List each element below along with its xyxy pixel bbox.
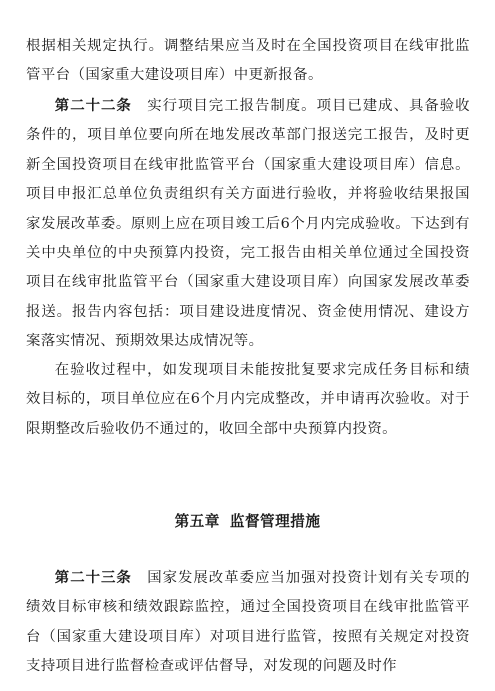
- article-22-number: 第二十二条: [54, 97, 132, 114]
- paragraph-1-text: 根据相关规定执行。调整结果应当及时在全国投资项目在线审批监管平台（国家重大建设项目库）中更新报备。: [26, 38, 470, 84]
- article-22-text: 实行项目完工报告制度。项目已建成、具备验收条件的，项目单位要向所在地发展改革部门报送完工报告，及时更新全国投资项目在线审批监管平台（国家重大建设项目库）信息。项目申报汇总单位负责组织有关方面进行验收，并将验收结果报国家发展改革委。原则上应在项目竣工后6个月内完成验收。下达到有关中央单位的中央预算内投资，完工报告由相关单位通过全国投资项目在线审批监管平台（国家重大建设项目库）向国家发展改革委报送。报告内容包括：项目建设进度情况、资金使用情况、建设方案落实情况、预期效果达成情况等。: [26, 98, 470, 350]
- chapter-heading: [0, 510, 495, 531]
- chapter-number: 第五章: [174, 513, 220, 530]
- chapter-title: 监督管理措施: [229, 513, 321, 530]
- article-23-text: 国家发展改革委应当加强对投资计划有关专项的绩效目标审核和绩效跟踪监控，通过全国投资项目在线审批监管平台（国家重大建设项目库）对项目进行监管，按照有关规定对投资支持项目进行监督检查或评估督导，对发现的问题及时作: [26, 570, 470, 675]
- paragraph-1: [26, 32, 470, 91]
- article-23-paragraph: [26, 563, 470, 682]
- paragraph-3-text: 在验收过程中，如发现项目未能按批复要求完成任务目标和绩效目标的，项目单位应在6个月内完成整改，并申请再次验收。对于限期整改后验收仍不通过的，收回全部中央预算内投资。: [26, 362, 470, 437]
- article-23-number: 第二十三条: [54, 569, 132, 586]
- article-22-paragraph: [26, 91, 470, 357]
- paragraph-3: [26, 356, 470, 444]
